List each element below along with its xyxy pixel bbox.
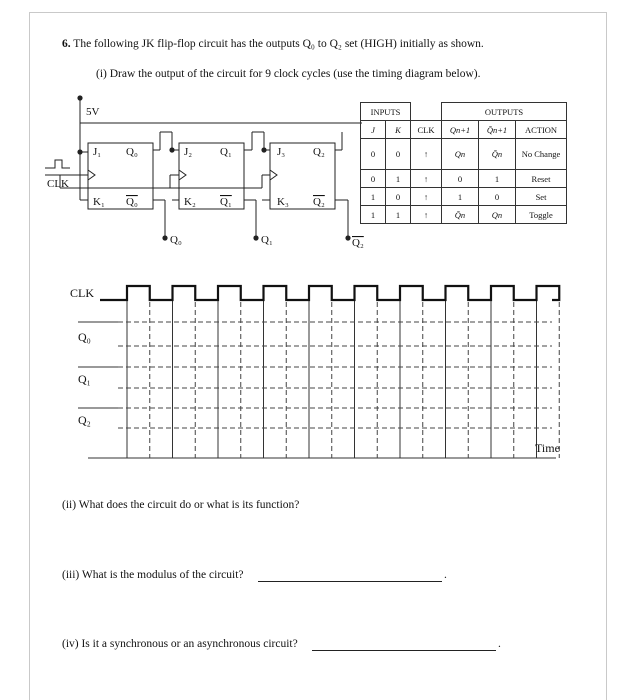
- ff1-k-label: K₂: [184, 196, 196, 208]
- part-i-text: (i) Draw the output of the circuit for 9 clock cycles (use the timing diagram below).: [96, 68, 481, 80]
- cell-action: Set: [516, 188, 567, 206]
- question-number: 6.: [62, 38, 71, 50]
- cell-j: 0: [361, 139, 386, 170]
- cell-q: Q̄n: [442, 206, 479, 224]
- part-iv-text: (iv) Is it a synchronous or an asynchronous circuit?: [62, 638, 298, 650]
- table-row: [361, 206, 567, 224]
- part-iii-period: .: [444, 569, 447, 581]
- col-qbarn1: Q̄n+1: [479, 121, 516, 139]
- cell-action: No Change: [516, 139, 567, 170]
- timing-label-q0: Q₀: [78, 330, 91, 344]
- ff0-qbar-label: Q₀: [126, 196, 138, 208]
- cell-clk: ↑: [411, 206, 442, 224]
- ff1-j-label: J₂: [184, 146, 193, 158]
- question-prompt: The following JK flip-flop circuit has the outputs Q₀ to Q₂ set (HIGH) initially as shown.: [73, 38, 484, 50]
- ff2-q-label: Q₂: [313, 146, 325, 158]
- cell-q: 1: [442, 188, 479, 206]
- table-row: [361, 139, 567, 170]
- jk-truth-table: [360, 102, 567, 224]
- junction-dots: [77, 95, 350, 240]
- timing-label-q2: Q₂: [78, 413, 91, 427]
- timing-labels: [70, 286, 560, 455]
- time-axis-label: Time: [535, 441, 560, 455]
- outputs-header: OUTPUTS: [442, 103, 567, 121]
- cell-j: 0: [361, 170, 386, 188]
- ff1-qbar-label: Q₁: [220, 196, 232, 208]
- timing-label-clk: CLK: [70, 286, 94, 300]
- ff0-j-label: J₁: [93, 146, 102, 158]
- col-k: K: [386, 121, 411, 139]
- timing-dashed-lines: [118, 302, 559, 458]
- cell-qbar: 1: [479, 170, 516, 188]
- cell-q: 0: [442, 170, 479, 188]
- circuit-labels: [47, 106, 364, 249]
- col-j: J: [361, 121, 386, 139]
- timing-label-q1: Q₁: [78, 372, 91, 386]
- cell-qbar: Q̄n: [479, 139, 516, 170]
- col-qn1: Qn+1: [442, 121, 479, 139]
- part-ii-text: (ii) What does the circuit do or what is its function?: [62, 499, 300, 511]
- cell-k: 1: [386, 170, 411, 188]
- clk-input-label: CLK: [47, 178, 69, 190]
- output-q1-label: Q₁: [261, 234, 273, 246]
- ff2-qbar-label: Q₂: [313, 196, 325, 208]
- ff0-k-label: K₁: [93, 196, 105, 208]
- output-q0-label: Q₀: [170, 234, 182, 246]
- cell-k: 0: [386, 188, 411, 206]
- cell-q: Qn: [442, 139, 479, 170]
- cell-clk: ↑: [411, 188, 442, 206]
- table-row: [361, 170, 567, 188]
- circuit-wiring: [45, 97, 362, 238]
- col-action: ACTION: [516, 121, 567, 139]
- clk-spacer: [411, 103, 442, 121]
- cell-j: 1: [361, 188, 386, 206]
- inputs-header: INPUTS: [361, 103, 411, 121]
- part-iv-period: .: [498, 638, 501, 650]
- cell-action: Toggle: [516, 206, 567, 224]
- cell-clk: ↑: [411, 170, 442, 188]
- ff2-k-label: K₃: [277, 196, 289, 208]
- supply-label: 5V: [86, 106, 100, 118]
- part-iii-answer-line[interactable]: [258, 581, 442, 582]
- cell-clk: ↑: [411, 139, 442, 170]
- clock-waveform: [100, 286, 559, 300]
- ff1-q-label: Q₁: [220, 146, 232, 158]
- cell-j: 1: [361, 206, 386, 224]
- ff0-q-label: Q₀: [126, 146, 138, 158]
- ff2-j-label: J₃: [277, 146, 286, 158]
- cell-action: Reset: [516, 170, 567, 188]
- cell-k: 0: [386, 139, 411, 170]
- cell-qbar: 0: [479, 188, 516, 206]
- col-clk: CLK: [411, 121, 442, 139]
- cell-k: 1: [386, 206, 411, 224]
- table-row: [361, 188, 567, 206]
- part-iii-text: (iii) What is the modulus of the circuit?: [62, 569, 244, 581]
- cell-qbar: Qn: [479, 206, 516, 224]
- part-iv-answer-line[interactable]: [312, 650, 496, 651]
- output-q2-label: Q₂: [352, 237, 364, 249]
